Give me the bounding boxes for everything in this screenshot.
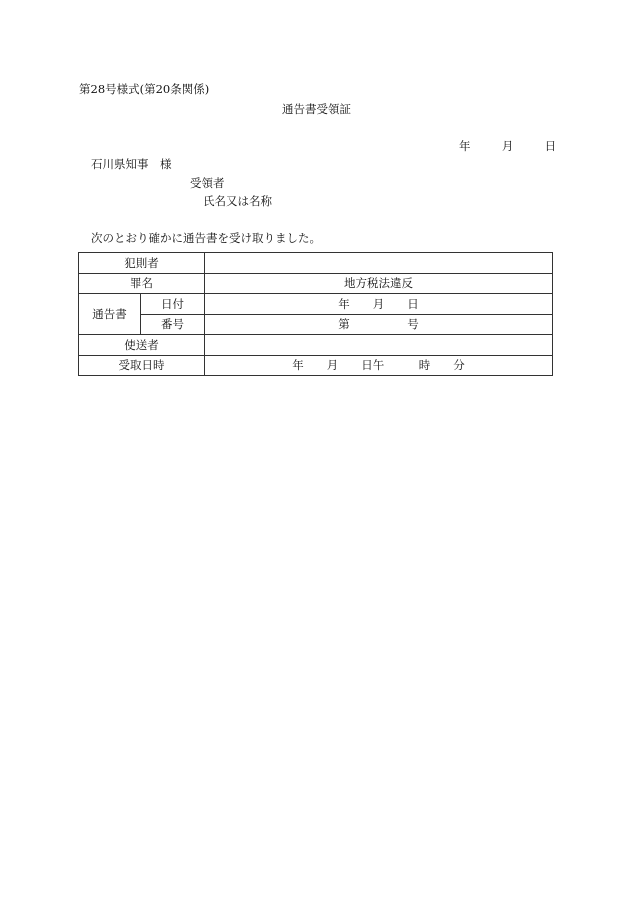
notice-date-value: 年 月 日 bbox=[205, 294, 553, 315]
table-row-crime bbox=[79, 273, 553, 294]
offender-value bbox=[205, 253, 553, 274]
recipient-name-label: 氏名又は名称 bbox=[203, 194, 272, 208]
crime-label: 罪名 bbox=[79, 273, 205, 294]
table-row-notice-date bbox=[79, 294, 553, 315]
table-row-notice-number bbox=[79, 314, 553, 335]
messenger-value bbox=[205, 335, 553, 356]
table-row-offender bbox=[79, 253, 553, 274]
messenger-label: 使送者 bbox=[79, 335, 205, 356]
date-day: 日 bbox=[544, 139, 557, 153]
table-row-received bbox=[79, 355, 553, 376]
notice-number-value: 第 号 bbox=[205, 314, 553, 335]
notice-date-label: 日付 bbox=[141, 294, 205, 315]
received-value: 年 月 日午 時 分 bbox=[205, 355, 553, 376]
addressee: 石川県知事 様 bbox=[91, 157, 172, 171]
date-month: 月 bbox=[501, 139, 514, 153]
offender-label: 犯則者 bbox=[79, 253, 205, 274]
received-label: 受取日時 bbox=[79, 355, 205, 376]
date-line bbox=[459, 139, 556, 153]
statement: 次のとおり確かに通告書を受け取りました。 bbox=[91, 231, 321, 245]
crime-value: 地方税法違反 bbox=[205, 273, 553, 294]
table-row-messenger bbox=[79, 335, 553, 356]
form-number: 第28号様式(第20条関係) bbox=[79, 82, 210, 96]
notice-label: 通告書 bbox=[79, 294, 141, 335]
document-title: 通告書受領証 bbox=[282, 102, 351, 116]
recipient-label: 受領者 bbox=[190, 176, 225, 190]
date-year: 年 bbox=[459, 139, 471, 153]
notice-number-label: 番号 bbox=[141, 314, 205, 335]
receipt-table bbox=[78, 252, 553, 376]
